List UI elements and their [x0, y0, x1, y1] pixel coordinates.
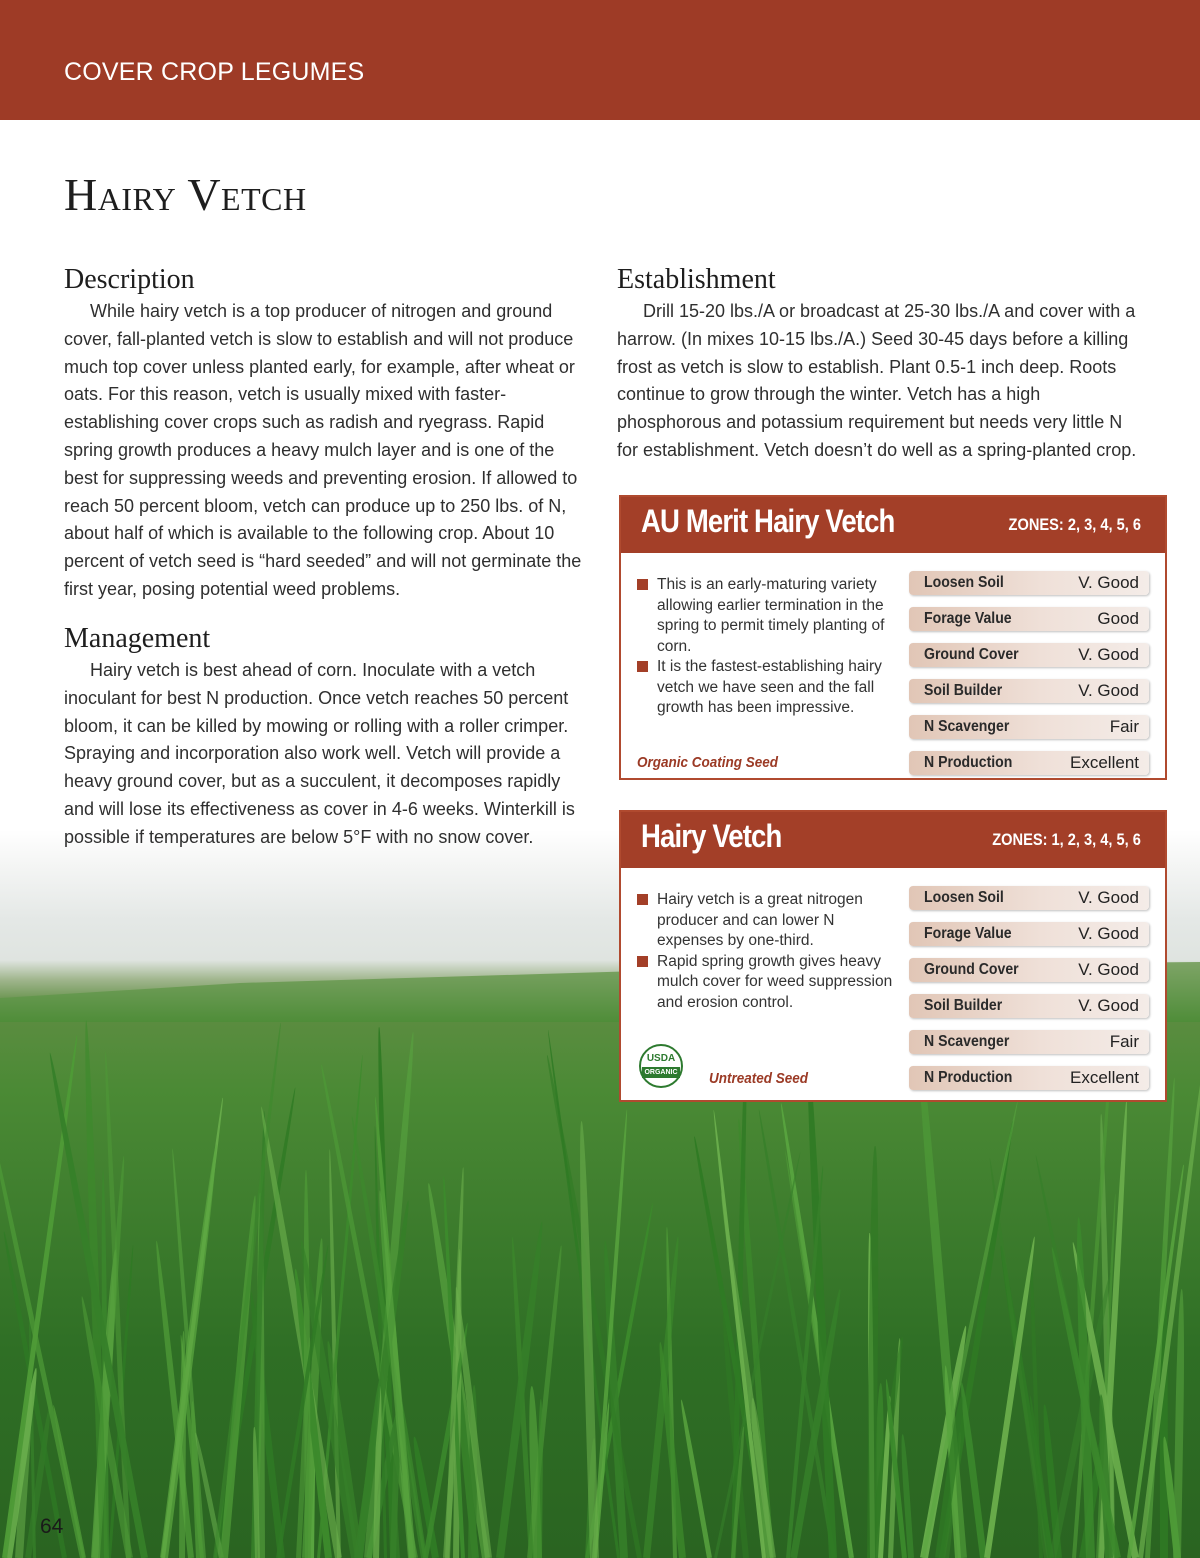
rating-row — [909, 679, 1149, 703]
usda-seal-top: USDA — [646, 1053, 676, 1064]
product-title-bar — [621, 812, 1165, 868]
description-body: While hairy vetch is a top producer of nitrogen and ground cover, fall-planted vetch is slow to establish and will not produce much top cover unless planted early, for example, after wheat or oats. For this reason, vetch is usually mixed with faster-establishing cover crops such as radish and ryegrass. Rapid spring growth produces a heavy mulch layer and is one of the best for suppressing weeds and preventing erosion. If allowed to reach 50 percent bloom, vetch can produce up to 250 lbs. of N, about half of which is available to the following crop. About 10 percent of vetch seed is “hard seeded” and will not germinate the first year, posing potential weed problems. — [64, 301, 582, 599]
establishment-section — [617, 262, 1147, 465]
establishment-body: Drill 15-20 lbs./A or broadcast at 25-30 lbs./A and cover with a harrow. (In mixes 10-15 lbs./A.) Seed 30-45 days before a killing frost as vetch is slow to establish. Plant 0.5-1 inch deep. Roots continue to grow through the winter. Vetch has a high phosphorous and potassium requirement but needs very little N for establishment. Vetch doesn’t do well as a spring-planted crop. — [617, 301, 1137, 460]
usda-organic-seal-icon — [639, 1044, 683, 1088]
bullet-item: Hairy vetch is a great nitrogen producer and can lower N expenses by one-third. — [637, 890, 893, 952]
rating-value: V. Good — [1078, 888, 1139, 907]
rating-label: N Scavenger — [924, 718, 1010, 735]
seed-note: Untreated Seed — [709, 1070, 809, 1087]
management-section — [64, 621, 584, 852]
rating-value: V. Good — [1078, 960, 1139, 979]
product-card-au-merit — [619, 495, 1167, 780]
product-name: Hairy Vetch — [641, 818, 782, 854]
description-heading: Description — [64, 264, 195, 295]
rating-row — [909, 1030, 1149, 1054]
page-number: 64 — [40, 1515, 64, 1538]
rating-label: Loosen Soil — [924, 889, 1004, 906]
rating-label: N Scavenger — [924, 1033, 1010, 1050]
rating-row — [909, 922, 1149, 946]
establishment-heading: Establishment — [617, 264, 776, 295]
rating-value: V. Good — [1078, 573, 1139, 592]
ratings-list — [909, 886, 1149, 1102]
grass-blade — [577, 1121, 599, 1558]
rating-label: N Production — [924, 1069, 1013, 1086]
rating-value: Good — [1097, 609, 1139, 628]
page-title: Hairy Vetch — [64, 169, 307, 220]
rating-row — [909, 751, 1149, 775]
product-name: AU Merit Hairy Vetch — [641, 503, 895, 539]
bullet-item: This is an early-maturing variety allowing earlier termination in the spring to permit timely planting of corn. — [637, 575, 893, 657]
rating-value: V. Good — [1078, 996, 1139, 1015]
usda-seal-band: ORGANIC — [642, 1067, 680, 1078]
rating-label: Soil Builder — [924, 997, 1003, 1014]
rating-row — [909, 571, 1149, 595]
section-label: COVER CROP LEGUMES — [64, 58, 365, 86]
product-zones: ZONES: 1, 2, 3, 4, 5, 6 — [992, 830, 1141, 849]
description-section — [64, 262, 584, 604]
seed-note: Organic Coating Seed — [637, 754, 779, 771]
product-title-bar — [621, 497, 1165, 553]
rating-label: Soil Builder — [924, 682, 1003, 699]
rating-row — [909, 607, 1149, 631]
rating-value: Fair — [1109, 1032, 1139, 1051]
rating-label: Ground Cover — [924, 646, 1019, 663]
rating-row — [909, 886, 1149, 910]
grass-blade — [679, 1399, 712, 1558]
management-heading: Management — [64, 623, 211, 654]
ratings-list — [909, 571, 1149, 787]
rating-value: Excellent — [1070, 1068, 1139, 1087]
rating-label: Forage Value — [924, 610, 1012, 627]
product-bullets — [637, 890, 893, 1013]
section-header — [0, 0, 1200, 120]
product-bullets — [637, 575, 893, 719]
rating-value: Excellent — [1070, 753, 1139, 772]
rating-value: V. Good — [1078, 924, 1139, 943]
bullet-item: Rapid spring growth gives heavy mulch cover for weed suppression and erosion control. — [637, 952, 893, 1014]
management-body: Hairy vetch is best ahead of corn. Inoculate with a vetch inoculant for best N production. Once vetch reaches 50 percent bloom, it can be killed by mowing or rolling with a roller crimper. Spraying and incorporation also work well. Vetch will provide a heavy ground cover, but as a succulent, it decomposes rapidly and will lose its effectiveness as cover in 4-6 weeks. Winterkill is possible if temperatures are below 5°F with no snow cover. — [64, 660, 575, 847]
rating-row — [909, 715, 1149, 739]
rating-row — [909, 958, 1149, 982]
product-zones: ZONES: 2, 3, 4, 5, 6 — [1008, 515, 1141, 534]
rating-value: V. Good — [1078, 645, 1139, 664]
rating-value: V. Good — [1078, 681, 1139, 700]
rating-value: Fair — [1109, 717, 1139, 736]
rating-row — [909, 1066, 1149, 1090]
rating-label: Forage Value — [924, 925, 1012, 942]
rating-label: N Production — [924, 754, 1013, 771]
bullet-item: It is the fastest-establishing hairy vetch we have seen and the fall growth has been impressive. — [637, 657, 893, 719]
rating-row — [909, 994, 1149, 1018]
product-card-hairy-vetch — [619, 810, 1167, 1102]
rating-label: Ground Cover — [924, 961, 1019, 978]
rating-row — [909, 643, 1149, 667]
rating-label: Loosen Soil — [924, 574, 1004, 591]
